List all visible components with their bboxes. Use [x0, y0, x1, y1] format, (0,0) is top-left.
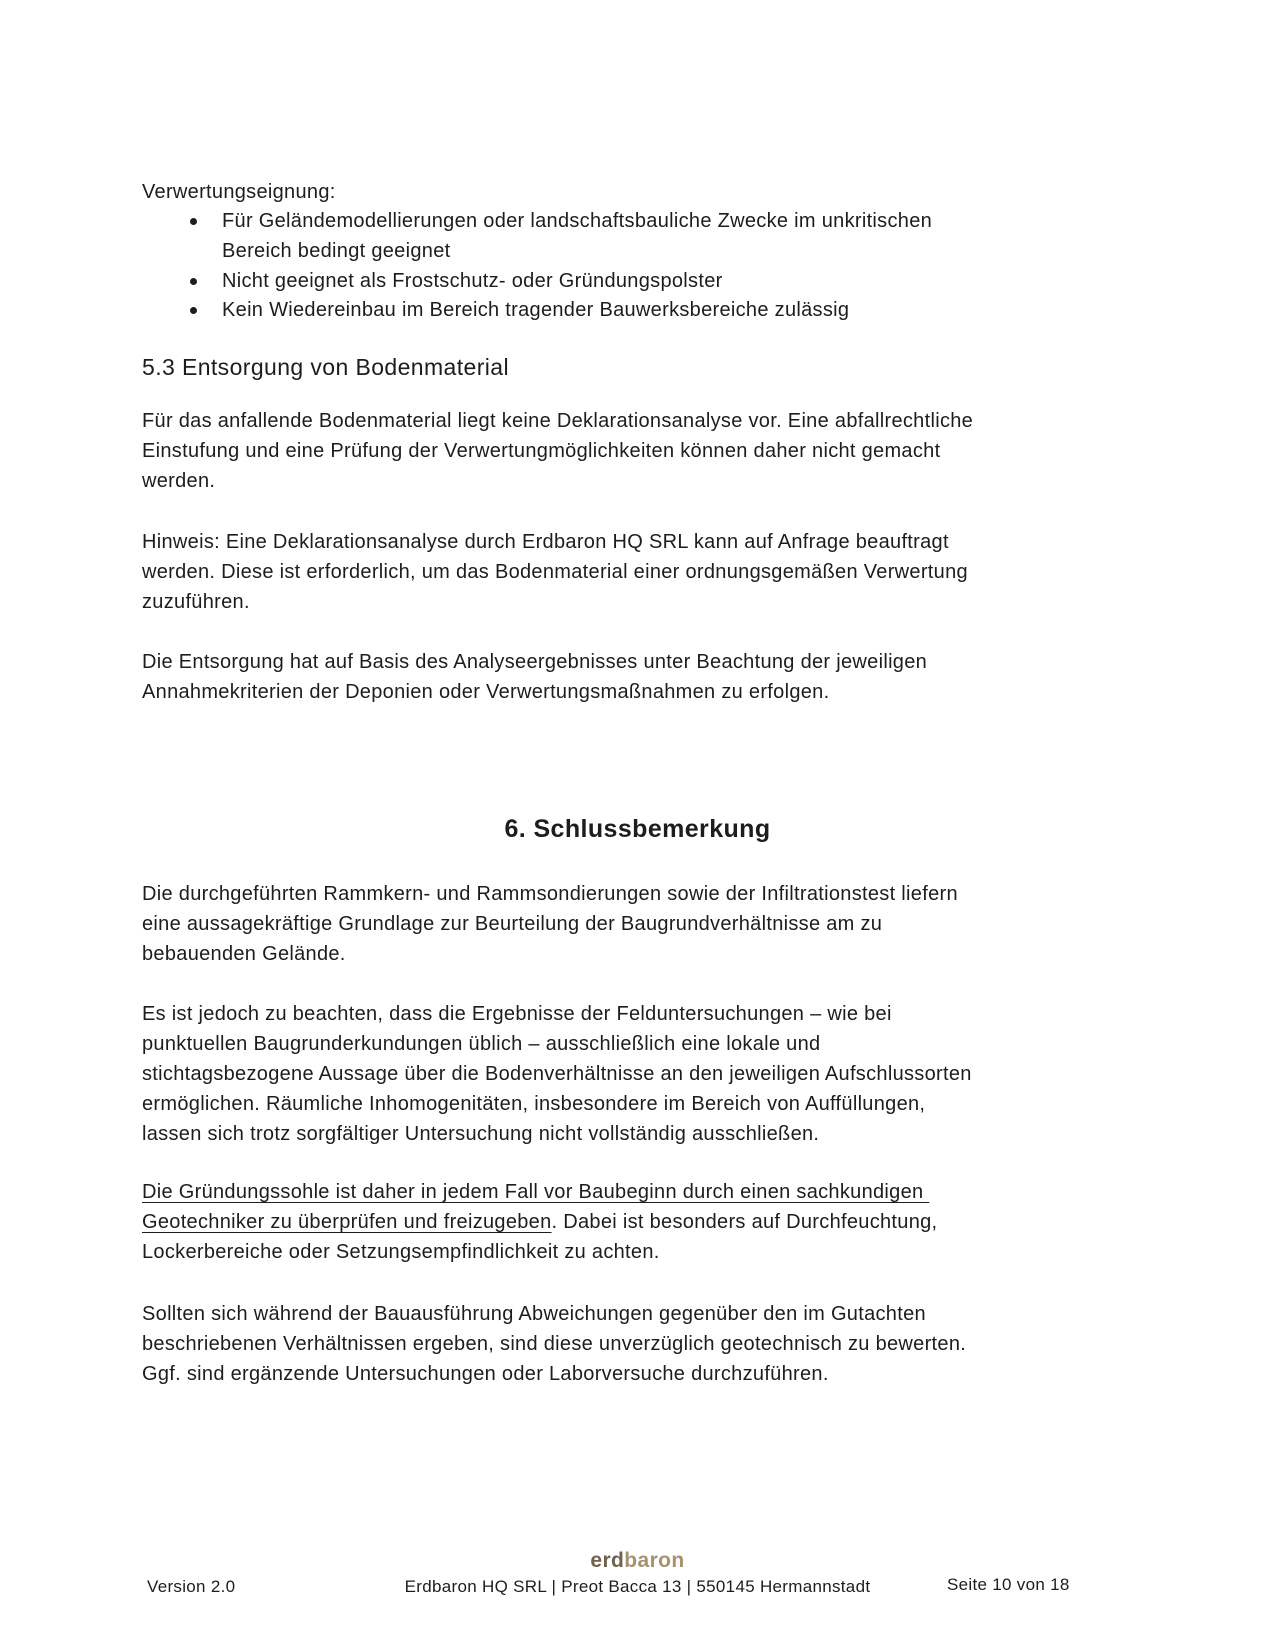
footer-version: Version 2.0	[147, 1577, 236, 1596]
underlined-text: Geotechniker zu überprüfen und freizugeben	[142, 1211, 552, 1233]
paragraph-line: punktuellen Baugrunderkundungen üblich – ausschließlich eine lokale und	[142, 1033, 821, 1055]
footer-company: Erdbaron HQ SRL | Preot Bacca 13 | 550145 Hermannstadt	[404, 1577, 871, 1596]
paragraph-line: Die durchgeführten Rammkern- und Rammsondierungen sowie der Infiltrationstest liefern	[142, 883, 958, 905]
paragraph-line: Ggf. sind ergänzende Untersuchungen oder Laborversuche durchzuführen.	[142, 1363, 829, 1385]
underlined-text: Die Gründungssohle ist daher in jedem Fall vor Baubeginn durch einen sachkundigen	[142, 1181, 930, 1203]
erdbaron-logo	[0, 1548, 1275, 1574]
paragraph-line: Annahmekriterien der Deponien oder Verwertungsmaßnahmen zu erfolgen.	[142, 681, 830, 703]
bullet-dot-icon	[190, 307, 197, 314]
paragraph-line: Es ist jedoch zu beachten, dass die Ergebnisse der Felduntersuchungen – wie bei	[142, 1003, 892, 1025]
bullet-dot-icon	[190, 278, 197, 285]
paragraph-line	[142, 1177, 929, 1207]
paragraph-line: Hinweis: Eine Deklarationsanalyse durch Erdbaron HQ SRL kann auf Anfrage beauftragt	[142, 531, 949, 553]
footer-page-number: Seite 10 von 18	[947, 1575, 1070, 1594]
bullet-item-line: Kein Wiedereinbau im Bereich tragender Bauwerksbereiche zulässig	[222, 299, 850, 321]
paragraph-text: . Dabei ist besonders auf Durchfeuchtung,	[551, 1211, 938, 1233]
paragraph-line: werden. Diese ist erforderlich, um das Bodenmaterial einer ordnungsgemäßen Verwertung	[142, 561, 968, 583]
bullet-item-line: Für Geländemodellierungen oder landschaftsbauliche Zwecke im unkritischen	[222, 210, 933, 232]
bullet-dot-icon	[190, 218, 197, 225]
paragraph-line: eine aussagekräftige Grundlage zur Beurteilung der Baugrundverhältnisse am zu	[142, 913, 883, 935]
paragraph-line: Die Entsorgung hat auf Basis des Analyseergebnisses unter Beachtung der jeweiligen	[142, 651, 928, 673]
paragraph-line	[142, 1207, 937, 1237]
logo-text-baron: baron	[624, 1549, 685, 1572]
paragraph-line: stichtagsbezogene Aussage über die Bodenverhältnisse an den jeweiligen Aufschlussorten	[142, 1063, 972, 1085]
paragraph-line: lassen sich trotz sorgfältiger Untersuchung nicht vollständig ausschließen.	[142, 1123, 820, 1145]
paragraph-line: bebauenden Gelände.	[142, 943, 346, 965]
paragraph-line: Einstufung und eine Prüfung der Verwertungmöglichkeiten können daher nicht gemacht	[142, 440, 941, 462]
paragraph-line: Sollten sich während der Bauausführung Abweichungen gegenüber den im Gutachten	[142, 1303, 926, 1325]
verwertungseignung-label: Verwertungseignung:	[142, 181, 336, 203]
section-heading-5-3: 5.3 Entsorgung von Bodenmaterial	[142, 354, 509, 380]
bullet-item-line: Bereich bedingt geeignet	[222, 240, 451, 262]
logo-text-erd: erd	[590, 1549, 625, 1572]
paragraph-line: Lockerbereiche oder Setzungsempfindlichkeit zu achten.	[142, 1241, 660, 1263]
paragraph-line: beschriebenen Verhältnissen ergeben, sind diese unverzüglich geotechnisch zu bewerten.	[142, 1333, 967, 1355]
section-heading-6: 6. Schlussbemerkung	[504, 815, 771, 843]
paragraph-line: werden.	[142, 470, 216, 492]
paragraph-line: Für das anfallende Bodenmaterial liegt keine Deklarationsanalyse vor. Eine abfallrechtliche	[142, 410, 974, 432]
paragraph-line: zuzuführen.	[142, 591, 250, 613]
bullet-item-line: Nicht geeignet als Frostschutz- oder Gründungspolster	[222, 270, 723, 292]
paragraph-line: ermöglichen. Räumliche Inhomogenitäten, insbesondere im Bereich von Auffüllungen,	[142, 1093, 926, 1115]
